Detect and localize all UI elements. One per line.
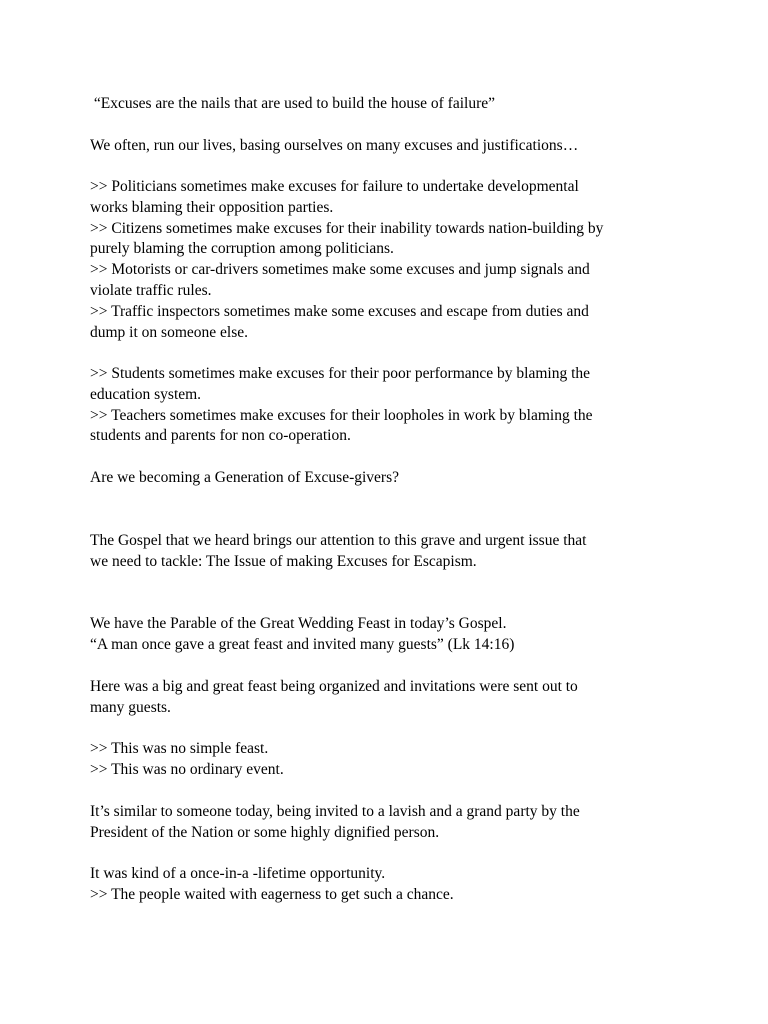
text-line: President of the Nation or some highly dignified person. [90, 823, 440, 841]
text-line: education system. [90, 385, 202, 403]
feast-paragraph [90, 677, 690, 719]
intro-paragraph [90, 136, 690, 157]
text-line: “Excuses are the nails that are used to build the house of failure” [90, 95, 496, 112]
text-line: It was kind of a once-in-a -lifetime opportunity. [90, 865, 386, 882]
education-paragraph [90, 364, 690, 447]
feast-points-paragraph [90, 739, 690, 781]
text-line: Here was a big and great feast being organized and invitations were sent out to [90, 678, 578, 695]
opportunity-paragraph [90, 864, 690, 906]
text-line: purely blaming the corruption among politicians. [90, 240, 394, 258]
text-line: >> Teachers sometimes make excuses for their loopholes in work by blaming the [90, 406, 593, 424]
text-line: many guests. [90, 698, 171, 716]
text-line: It’s similar to someone today, being invited to a lavish and a grand party by the [90, 803, 580, 820]
parable-paragraph [90, 614, 690, 656]
text-line: >> The people waited with eagerness to get such a chance. [90, 885, 454, 903]
text-line: >> This was no ordinary event. [90, 760, 284, 778]
text-line: We have the Parable of the Great Wedding Feast in today’s Gospel. [90, 615, 507, 632]
text-line: >> Students sometimes make excuses for their poor performance by blaming the [90, 365, 591, 382]
text-line: violate traffic rules. [90, 281, 212, 299]
question-paragraph [90, 468, 690, 489]
text-line: “A man once gave a great feast and invited many guests” (Lk 14:16) [90, 635, 515, 653]
text-line: >> Citizens sometimes make excuses for their inability towards nation-building by [90, 219, 604, 237]
text-line: >> Traffic inspectors sometimes make some excuses and escape from duties and [90, 302, 589, 320]
text-line: The Gospel that we heard brings our attention to this grave and urgent issue that [90, 532, 587, 549]
gospel-paragraph [90, 531, 690, 573]
opening-quote-paragraph [90, 94, 690, 115]
text-line: >> Politicians sometimes make excuses for failure to undertake developmental [90, 178, 579, 195]
comparison-paragraph [90, 802, 690, 844]
text-line: students and parents for non co-operation. [90, 427, 351, 445]
text-line: works blaming their opposition parties. [90, 198, 334, 216]
text-line: >> Motorists or car-drivers sometimes make some excuses and jump signals and [90, 261, 590, 279]
examples-paragraph [90, 177, 690, 343]
text-line: we need to tackle: The Issue of making Excuses for Escapism. [90, 552, 477, 570]
text-line: dump it on someone else. [90, 323, 248, 341]
text-line: We often, run our lives, basing ourselves on many excuses and justifications… [90, 137, 579, 154]
text-line: >> This was no simple feast. [90, 740, 269, 757]
text-line: Are we becoming a Generation of Excuse-givers? [90, 469, 400, 486]
